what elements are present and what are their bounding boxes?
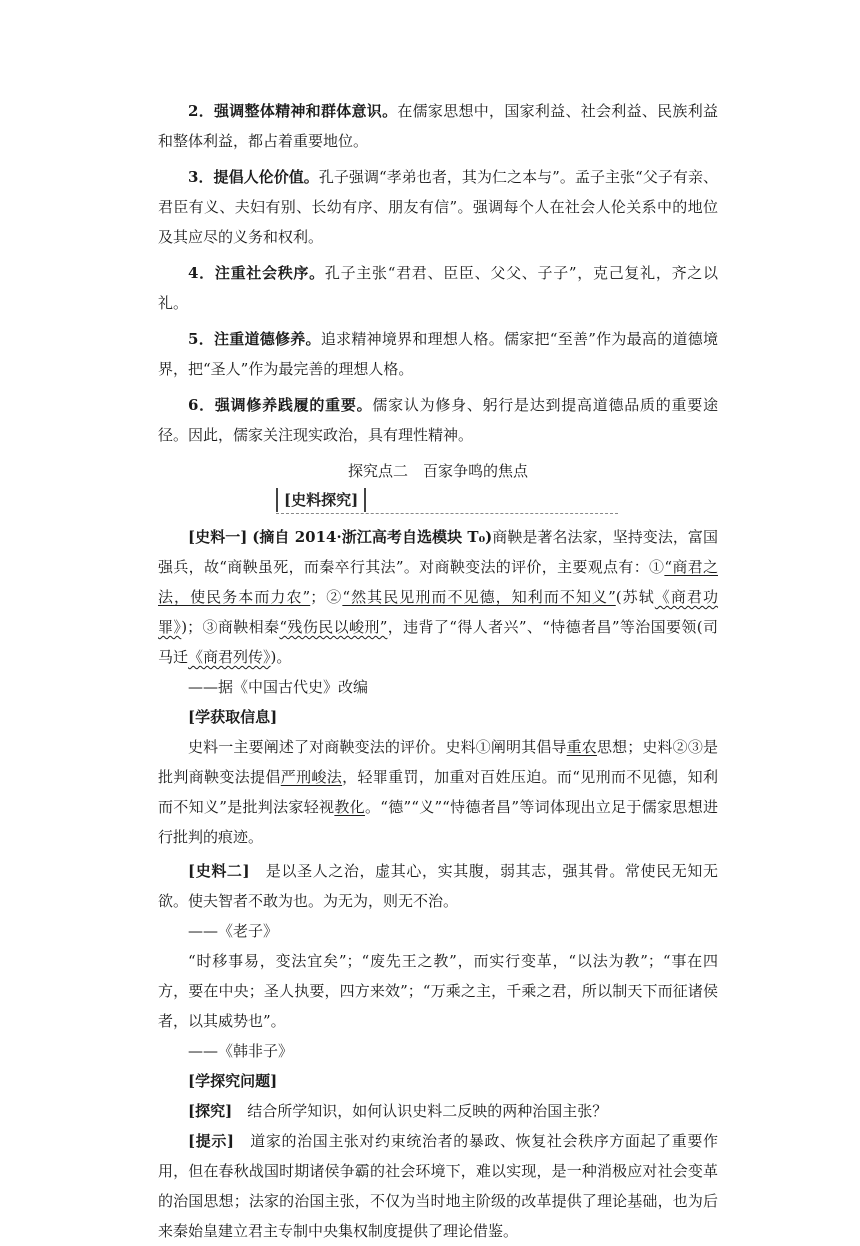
point-3: 3．提倡人伦价值。孔子强调“孝弟也者，其为仁之本与”。孟子主张“父子有亲、君臣有义、夫妇有别、长幼有序、朋友有信”。强调每个人在社会人伦关系中的地位及其应尽的义务和权利。: [158, 168, 718, 246]
document-page: [158, 96, 718, 1246]
hint-answer: [提示] 道家的治国主张对约束统治者的暴政、恢复社会秩序方面起了重要作用，但在春秋战国时期诸侯争霸的社会环境下，难以实现，是一种消极应对社会变革的治国思想；法家的治国主张，不仅为当时地主阶级的改革提供了理论基础，也为后来秦始皇建立君主专制中央集权制度提供了理论借鉴。: [158, 1132, 718, 1240]
point-5: 5．注重道德修养。追求精神境界和理想人格。儒家把“至善”作为最高的道德境界，把“圣人”作为最完善的理想人格。: [158, 330, 718, 378]
explore-question: [探究] 结合所学知识，如何认识史料二反映的两种治国主张？: [188, 1102, 608, 1120]
section-tag-row: [158, 486, 718, 518]
material-1-citation: ——据《中国古代史》改编: [188, 678, 369, 696]
info-label: [学获取信息]: [188, 708, 278, 726]
section-tag: [史料探究]: [276, 488, 366, 512]
question-label: [学探究问题]: [188, 1072, 278, 1090]
material-2-citation-1: ——《老子》: [188, 922, 279, 940]
section-title: 探究点二 百家争鸣的焦点: [347, 462, 528, 480]
point-2: 2．强调整体精神和群体意识。在儒家思想中，国家利益、社会利益、民族利益和整体利益，都占着重要地位。: [158, 102, 718, 150]
info-text: 史料一主要阐述了对商鞅变法的评价。史料①阐明其倡导重农思想；史料②③是批判商鞅变法提倡严刑峻法，轻罪重罚，加重对百姓压迫。而“见刑而不见德，知利而不知义”是批判法家轻视教化。“德”“义”“恃德者昌”等词体现出立足于儒家思想进行批判的痕迹。: [158, 738, 719, 846]
section-divider: [276, 513, 618, 514]
material-2-citation-2: ——《韩非子》: [188, 1042, 294, 1060]
point-6: 6．强调修养践履的重要。儒家认为修身、躬行是达到提高道德品质的重要途径。因此，儒家关注现实政治，具有理性精神。: [158, 396, 718, 444]
point-4: 4．注重社会秩序。孔子主张“君君、臣臣、父父、子子”，克己复礼，齐之以礼。: [158, 264, 718, 312]
material-2-text-2: “时移事易，变法宜矣”；“废先王之教”，而实行变革，“以法为教”；“事在四方，要在中央；圣人执要，四方来效”；“万乘之主，千乘之君，所以制天下而征诸侯者，以其威势也”。: [158, 952, 718, 1030]
material-1: [史料一] (摘自 2014·浙江高考自选模块 T₀)商鞅是著名法家，坚持变法，富国强兵，故“商鞅虽死，而秦卒行其法”。对商鞅变法的评价，主要观点有：①“商君之法，使民务本而力农”；②“然其民见刑而不见德，知利而不知义”(苏轼《商君功罪》)；③商鞅相秦“残伤民以峻刑”，违背了“得人者兴”、“恃德者昌”等治国要领(司马迁《商君列传》)。: [158, 528, 718, 666]
material-2: [史料二] 是以圣人之治，虚其心，实其腹，弱其志，强其骨。常使民无知无欲。使夫智者不敢为也。为无为，则无不治。: [158, 862, 718, 910]
